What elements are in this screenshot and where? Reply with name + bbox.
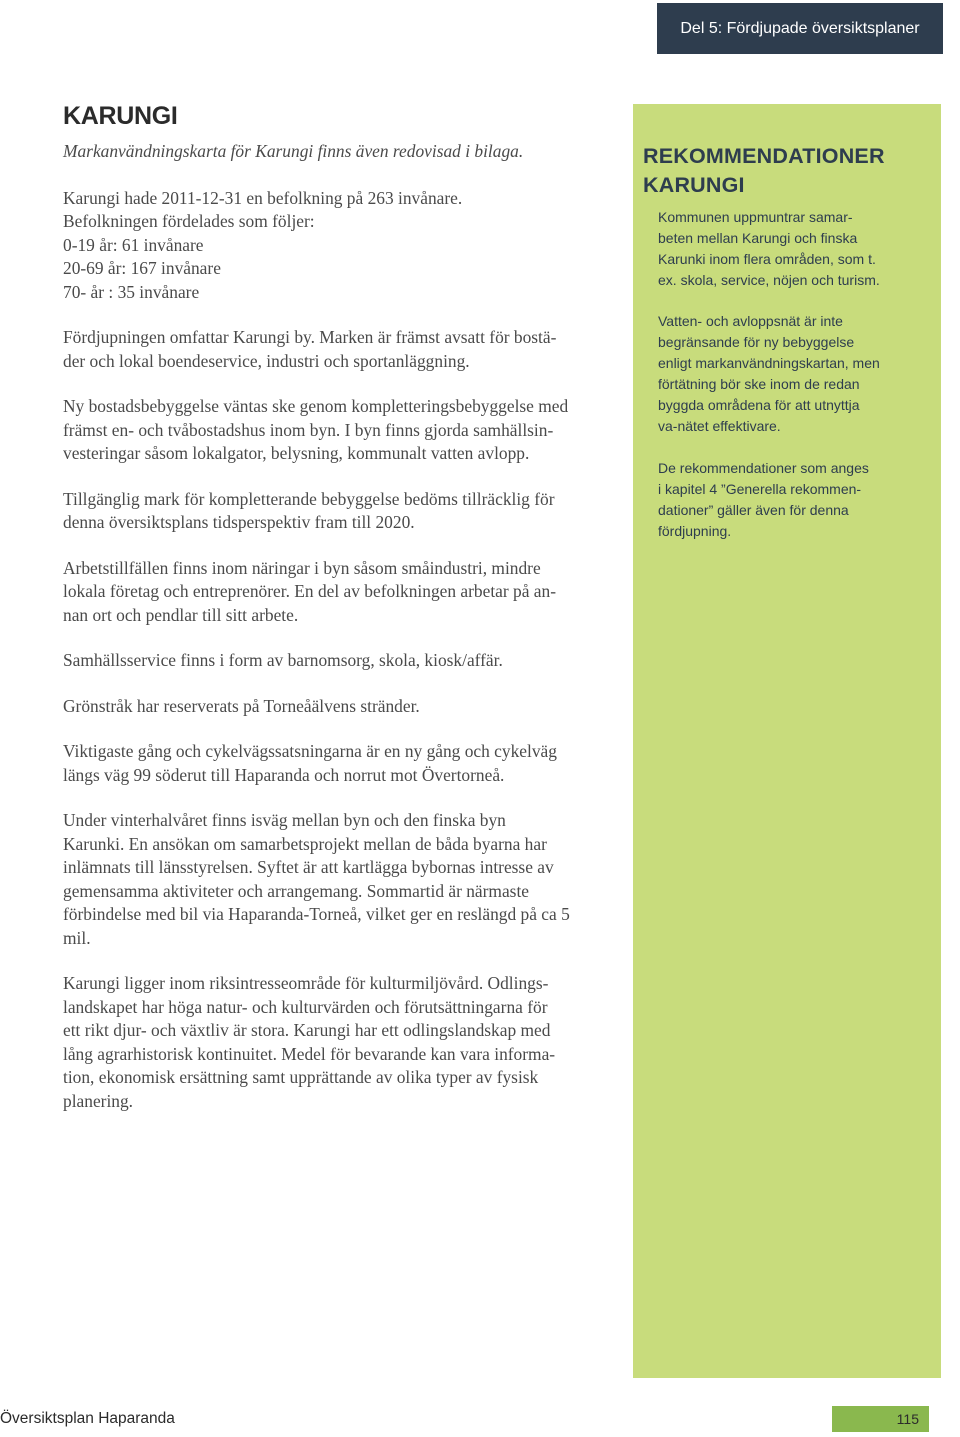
section-header-tab [657,3,943,54]
sidebar-recommendation-cooperation: Kommunen uppmuntrar samar- beten mellan Karungi och finska Karunki inom flera områden, som t. ex. skola, service, nöjen och turism. [658,209,880,288]
map-note: Markanvändningskarta för Karungi finns även redovisad i bilaga. [63,141,524,161]
population-paragraph: Karungi hade 2011-12-31 en befolkning på 263 invånare. Befolkningen fördelades som följer: 0-19 år: 61 invånare 20-69 år: 167 invånare 70- år : 35 invånare [63,187,463,302]
cycle-paths-paragraph: Viktigaste gång och cykelvägssatsningarna är en ny gång och cykelväg längs väg 99 söderut till Haparanda och norrut mot Övertorneå. [63,741,557,785]
scope-paragraph: Fördjupningen omfattar Karungi by. Marken är främst avsatt för bostä- der och lokal boendeservice, industri och sportanläggning. [63,327,557,371]
green-areas-paragraph: Grönstråk har reserverats på Torneåälvens stränder. [63,695,420,716]
housing-paragraph: Ny bostadsbebyggelse väntas ske genom kompletteringsbebyggelse med främst en- och tvåbostadshus inom byn. I byn finns gjorda samhällsin- vesteringar såsom lokalgator, belysning, kommunalt vatten avlopp. [63,396,569,463]
main-content [63,100,608,1113]
recommendations-sidebar [633,104,941,1378]
page-number-badge: 115 [832,1406,929,1432]
land-availability-paragraph: Tillgänglig mark för kompletterande bebyggelse bedöms tillräcklig för denna översiktsplans tidsperspektiv fram till 2020. [63,488,555,532]
employment-paragraph: Arbetstillfällen finns inom näringar i byn såsom småindustri, mindre lokala företag och entreprenörer. En del av befolkningen arbetar på an- nan ort och pendlar till sitt arbete. [63,557,556,625]
section-label: Del 5: Fördjupade översiktsplaner [680,20,920,37]
page-title: KARUNGI [63,102,178,130]
services-paragraph: Samhällsservice finns i form av barnomsorg, skola, kiosk/affär. [63,650,503,670]
sidebar-title: REKOMMENDATIONER KARUNGI [643,144,885,197]
sidebar-recommendation-water: Vatten- och avloppsnät är inte begränsande för ny bebyggelse enligt markanvändningskartan, men förtätning bör ske inom de redan byggda områdena för att utnyttja va-nätet effektivare. [658,313,880,434]
sidebar-recommendation-general: De rekommendationer som anges i kapitel 4 ”Generella rekommen- dationer” gäller även för denna fördjupning. [658,460,869,539]
footer-document-title: Översiktsplan Haparanda [0,1410,175,1427]
ice-road-paragraph: Under vinterhalvåret finns isväg mellan byn och den finska byn Karunki. En ansökan om samarbetsprojekt mellan de båda byarna har inlämnats till länsstyrelsen. Syftet är att kartlägga bybornas intresse av gemensamma aktiviteter och arrangemang. Sommartid är närmaste förbindelse med bil via Haparanda-Torneå, vilket ger en reslängd på ca 5 mil. [63,810,570,948]
cultural-heritage-paragraph: Karungi ligger inom riksintresseområde för kulturmiljövård. Odlings- landskapet har höga natur- och kulturvärden och förutsättningarna för ett rikt djur- och växtliv är stora. Karungi har ett odlingslandskap med lång agrarhistorisk kontinuitet. Medel för bevarande kan vara informa- tion, ekonomisk ersättning samt upprättande av olika typer av fysisk planering. [63,973,556,1111]
